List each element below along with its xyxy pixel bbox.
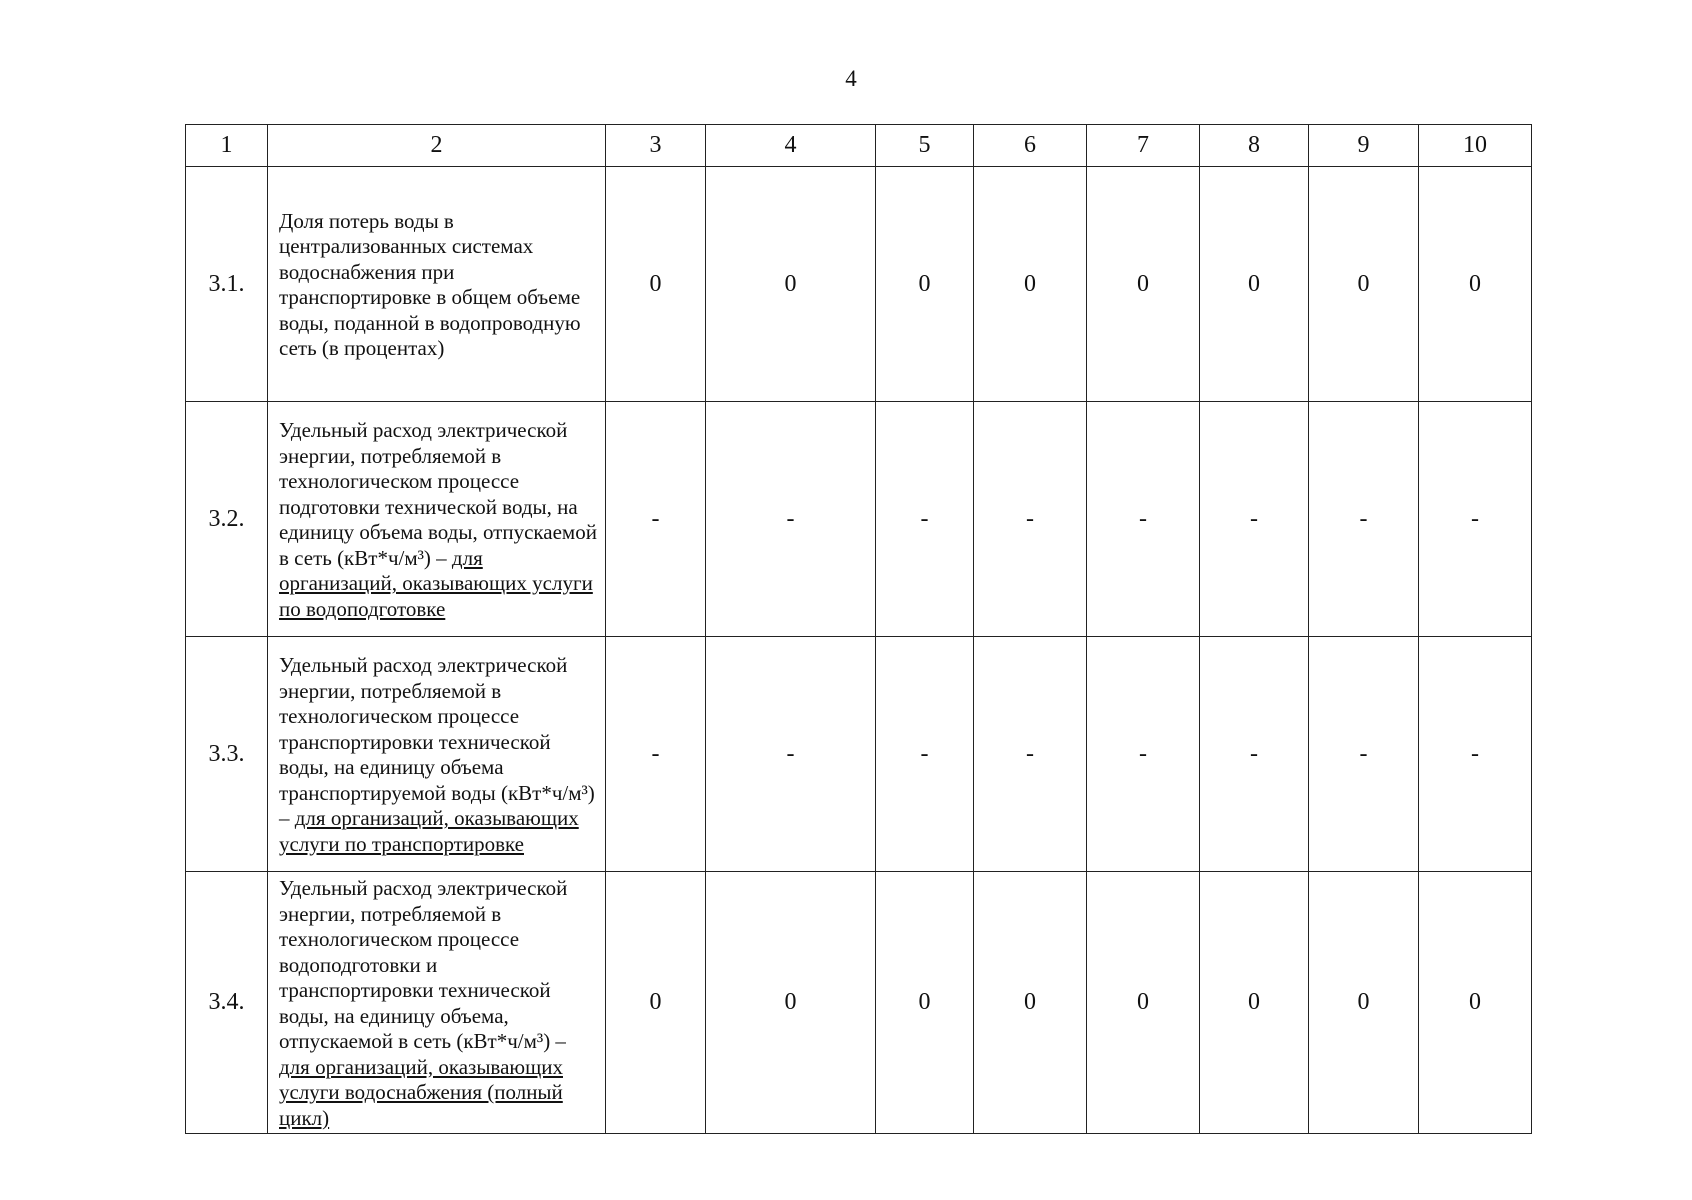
value-cell: -	[1419, 402, 1532, 637]
header-row	[186, 125, 1532, 167]
column-header: 5	[876, 125, 974, 167]
description-text: Удельный расход электрической энергии, потребляемой в технологическом процессе транспортировки технической воды, на единицу объема транспортируемой воды (кВт*ч/м³) –	[279, 653, 595, 830]
description-text: Удельный расход электрической энергии, потребляемой в технологическом процессе водоподготовки и транспортировки технической воды, на единицу объема, отпускаемой в сеть (кВт*ч/м³) –	[279, 876, 568, 1053]
row-number: 3.4.	[186, 872, 268, 1134]
value-cell: 0	[1309, 167, 1419, 402]
value-cell: 0	[876, 872, 974, 1134]
value-cell: 0	[1087, 872, 1200, 1134]
value-cell: -	[606, 402, 706, 637]
table-row	[186, 872, 1532, 1134]
value-cell: 0	[1087, 167, 1200, 402]
column-header: 2	[268, 125, 606, 167]
value-cell: -	[974, 637, 1087, 872]
indicator-description	[268, 872, 606, 1134]
column-header: 8	[1200, 125, 1309, 167]
description-text: Удельный расход электрической энергии, потребляемой в технологическом процессе подготовки технической воды, на единицу объема воды, отпускаемой в сеть (кВт*ч/м³) –	[279, 418, 597, 570]
indicator-description	[268, 167, 606, 402]
description-underlined: для организаций, оказывающих услуги по водоподготовке	[279, 545, 593, 621]
value-cell: -	[1087, 402, 1200, 637]
value-cell: -	[974, 402, 1087, 637]
value-cell: 0	[974, 872, 1087, 1134]
column-header: 10	[1419, 125, 1532, 167]
value-cell: 0	[1200, 167, 1309, 402]
value-cell: -	[706, 402, 876, 637]
value-cell: 0	[876, 167, 974, 402]
column-header: 9	[1309, 125, 1419, 167]
value-cell: -	[876, 402, 974, 637]
value-cell: 0	[606, 872, 706, 1134]
value-cell: -	[706, 637, 876, 872]
description-text: Доля потерь воды в централизованных системах водоснабжения при транспортировке в общем объеме воды, поданной в водопроводную сеть (в процентах)	[279, 208, 581, 360]
column-header: 7	[1087, 125, 1200, 167]
row-number: 3.1.	[186, 167, 268, 402]
value-cell: -	[1200, 637, 1309, 872]
value-cell: 0	[974, 167, 1087, 402]
value-cell: -	[1309, 402, 1419, 637]
table-row	[186, 167, 1532, 402]
value-cell: 0	[1419, 872, 1532, 1134]
value-cell: 0	[606, 167, 706, 402]
value-cell: 0	[1419, 167, 1532, 402]
value-cell: 0	[1200, 872, 1309, 1134]
column-header: 1	[186, 125, 268, 167]
indicator-description	[268, 637, 606, 872]
value-cell: -	[876, 637, 974, 872]
description-underlined: для организаций, оказывающих услуги водоснабжения (полный цикл)	[279, 1054, 563, 1130]
indicators-table	[185, 124, 1532, 1134]
table-row	[186, 637, 1532, 872]
indicator-description	[268, 402, 606, 637]
value-cell: -	[606, 637, 706, 872]
column-header: 6	[974, 125, 1087, 167]
value-cell: -	[1087, 637, 1200, 872]
row-number: 3.2.	[186, 402, 268, 637]
value-cell: -	[1309, 637, 1419, 872]
column-header: 3	[606, 125, 706, 167]
column-header: 4	[706, 125, 876, 167]
value-cell: -	[1419, 637, 1532, 872]
page-number: 4	[845, 66, 857, 91]
value-cell: 0	[706, 167, 876, 402]
value-cell: 0	[706, 872, 876, 1134]
description-underlined: для организаций, оказывающих услуги по транспортировке	[279, 806, 579, 856]
value-cell: -	[1200, 402, 1309, 637]
row-number: 3.3.	[186, 637, 268, 872]
table-row	[186, 402, 1532, 637]
value-cell: 0	[1309, 872, 1419, 1134]
